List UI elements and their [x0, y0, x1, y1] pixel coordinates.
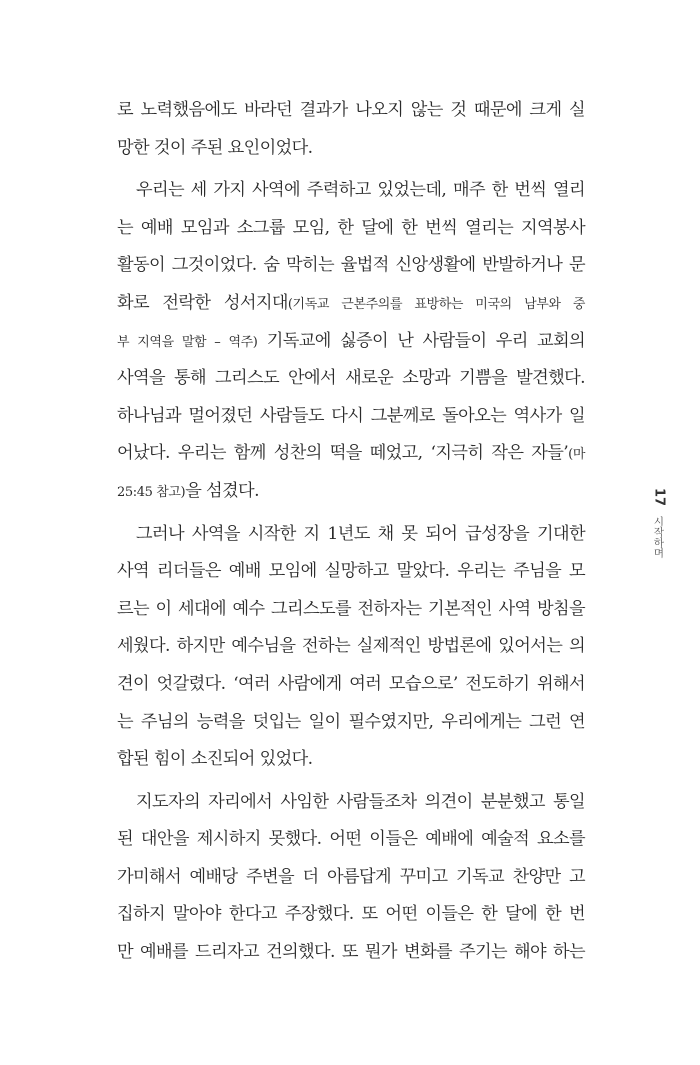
running-head	[646, 488, 672, 558]
translator-note: 부 지역을 말함 – 역주)	[117, 334, 258, 350]
paragraph	[117, 784, 585, 972]
text-line: 하나님과 멀어졌던 사람들도 다시 그분께로 돌아오는 역사가 일	[117, 405, 585, 426]
body-text	[117, 92, 585, 972]
text-line: 견이 엇갈렸다. ‘여러 사람에게 여러 모습으로’ 전도하기 위해서	[117, 673, 585, 694]
paragraph	[117, 92, 585, 167]
text-line: 합된 힘이 소진되어 있었다.	[117, 749, 313, 770]
paragraph	[117, 172, 585, 510]
text-line: 르는 이 세대에 예수 그리스도를 전하자는 기본적인 사역 방침을	[117, 598, 585, 619]
text-line: 된 대안을 제시하지 못했다. 어떤 이들은 예배에 예술적 요소를	[117, 829, 585, 850]
text-line: 사역 리더들은 예배 모임에 실망하고 말았다. 우리는 주님을 모	[117, 561, 585, 582]
text-line: 는 예배 모임과 소그룹 모임, 한 달에 한 번씩 열리는 지역봉사	[117, 217, 585, 238]
text-line: 화로 전락한 성서지대(기독교 근본주의를 표방하는 미국의 남부와 중	[117, 292, 585, 313]
page-number: 17	[651, 488, 667, 507]
text-line: 는 주님의 능력을 덧입는 일이 필수였지만, 우리에게는 그런 연	[117, 711, 585, 732]
bible-reference: 25:45 참고)	[117, 484, 186, 500]
text-line: 그러나 사역을 시작한 지 1년도 채 못 되어 급성장을 기대한	[136, 523, 585, 544]
text-line: 부 지역을 말함 – 역주) 기독교에 싫증이 난 사람들이 우리 교회의	[117, 330, 585, 351]
chapter-title: 시작하며	[652, 516, 665, 559]
text-line: 우리는 세 가지 사역에 주력하고 있었는데, 매주 한 번씩 열리	[136, 180, 585, 201]
translator-note: (기독교 근본주의를 표방하는 미국의 남부와 중	[287, 296, 585, 312]
text-line: 로 노력했음에도 바라던 결과가 나오지 않는 것 때문에 크게 실	[117, 100, 585, 120]
text-line: 어났다. 우리는 함께 성찬의 떡을 떼었고, ‘지극히 작은 자들’(마	[117, 443, 585, 464]
text-line: 세웠다. 하지만 예수님을 전하는 실제적인 방법론에 있어서는 의	[117, 636, 585, 657]
paragraph	[117, 516, 585, 779]
bible-reference: (마	[568, 447, 585, 463]
text-line: 사역을 통해 그리스도 안에서 새로운 소망과 기쁨을 발견했다.	[117, 368, 585, 389]
text-line: 망한 것이 주된 요인이었다.	[117, 137, 313, 158]
text-line: 25:45 참고)을 섬겼다.	[117, 480, 259, 501]
text-line: 가미해서 예배당 주변을 더 아름답게 꾸미고 기독교 찬양만 고	[117, 866, 585, 887]
text-line: 집하지 말아야 한다고 주장했다. 또 어떤 이들은 한 달에 한 번	[117, 904, 585, 925]
text-line: 활동이 그것이었다. 숨 막히는 율법적 신앙생활에 반발하거나 문	[117, 255, 585, 276]
text-line: 만 예배를 드리자고 건의했다. 또 뭔가 변화를 주기는 해야 하는	[117, 942, 585, 963]
text-line: 지도자의 자리에서 사임한 사람들조차 의견이 분분했고 통일	[136, 791, 585, 812]
